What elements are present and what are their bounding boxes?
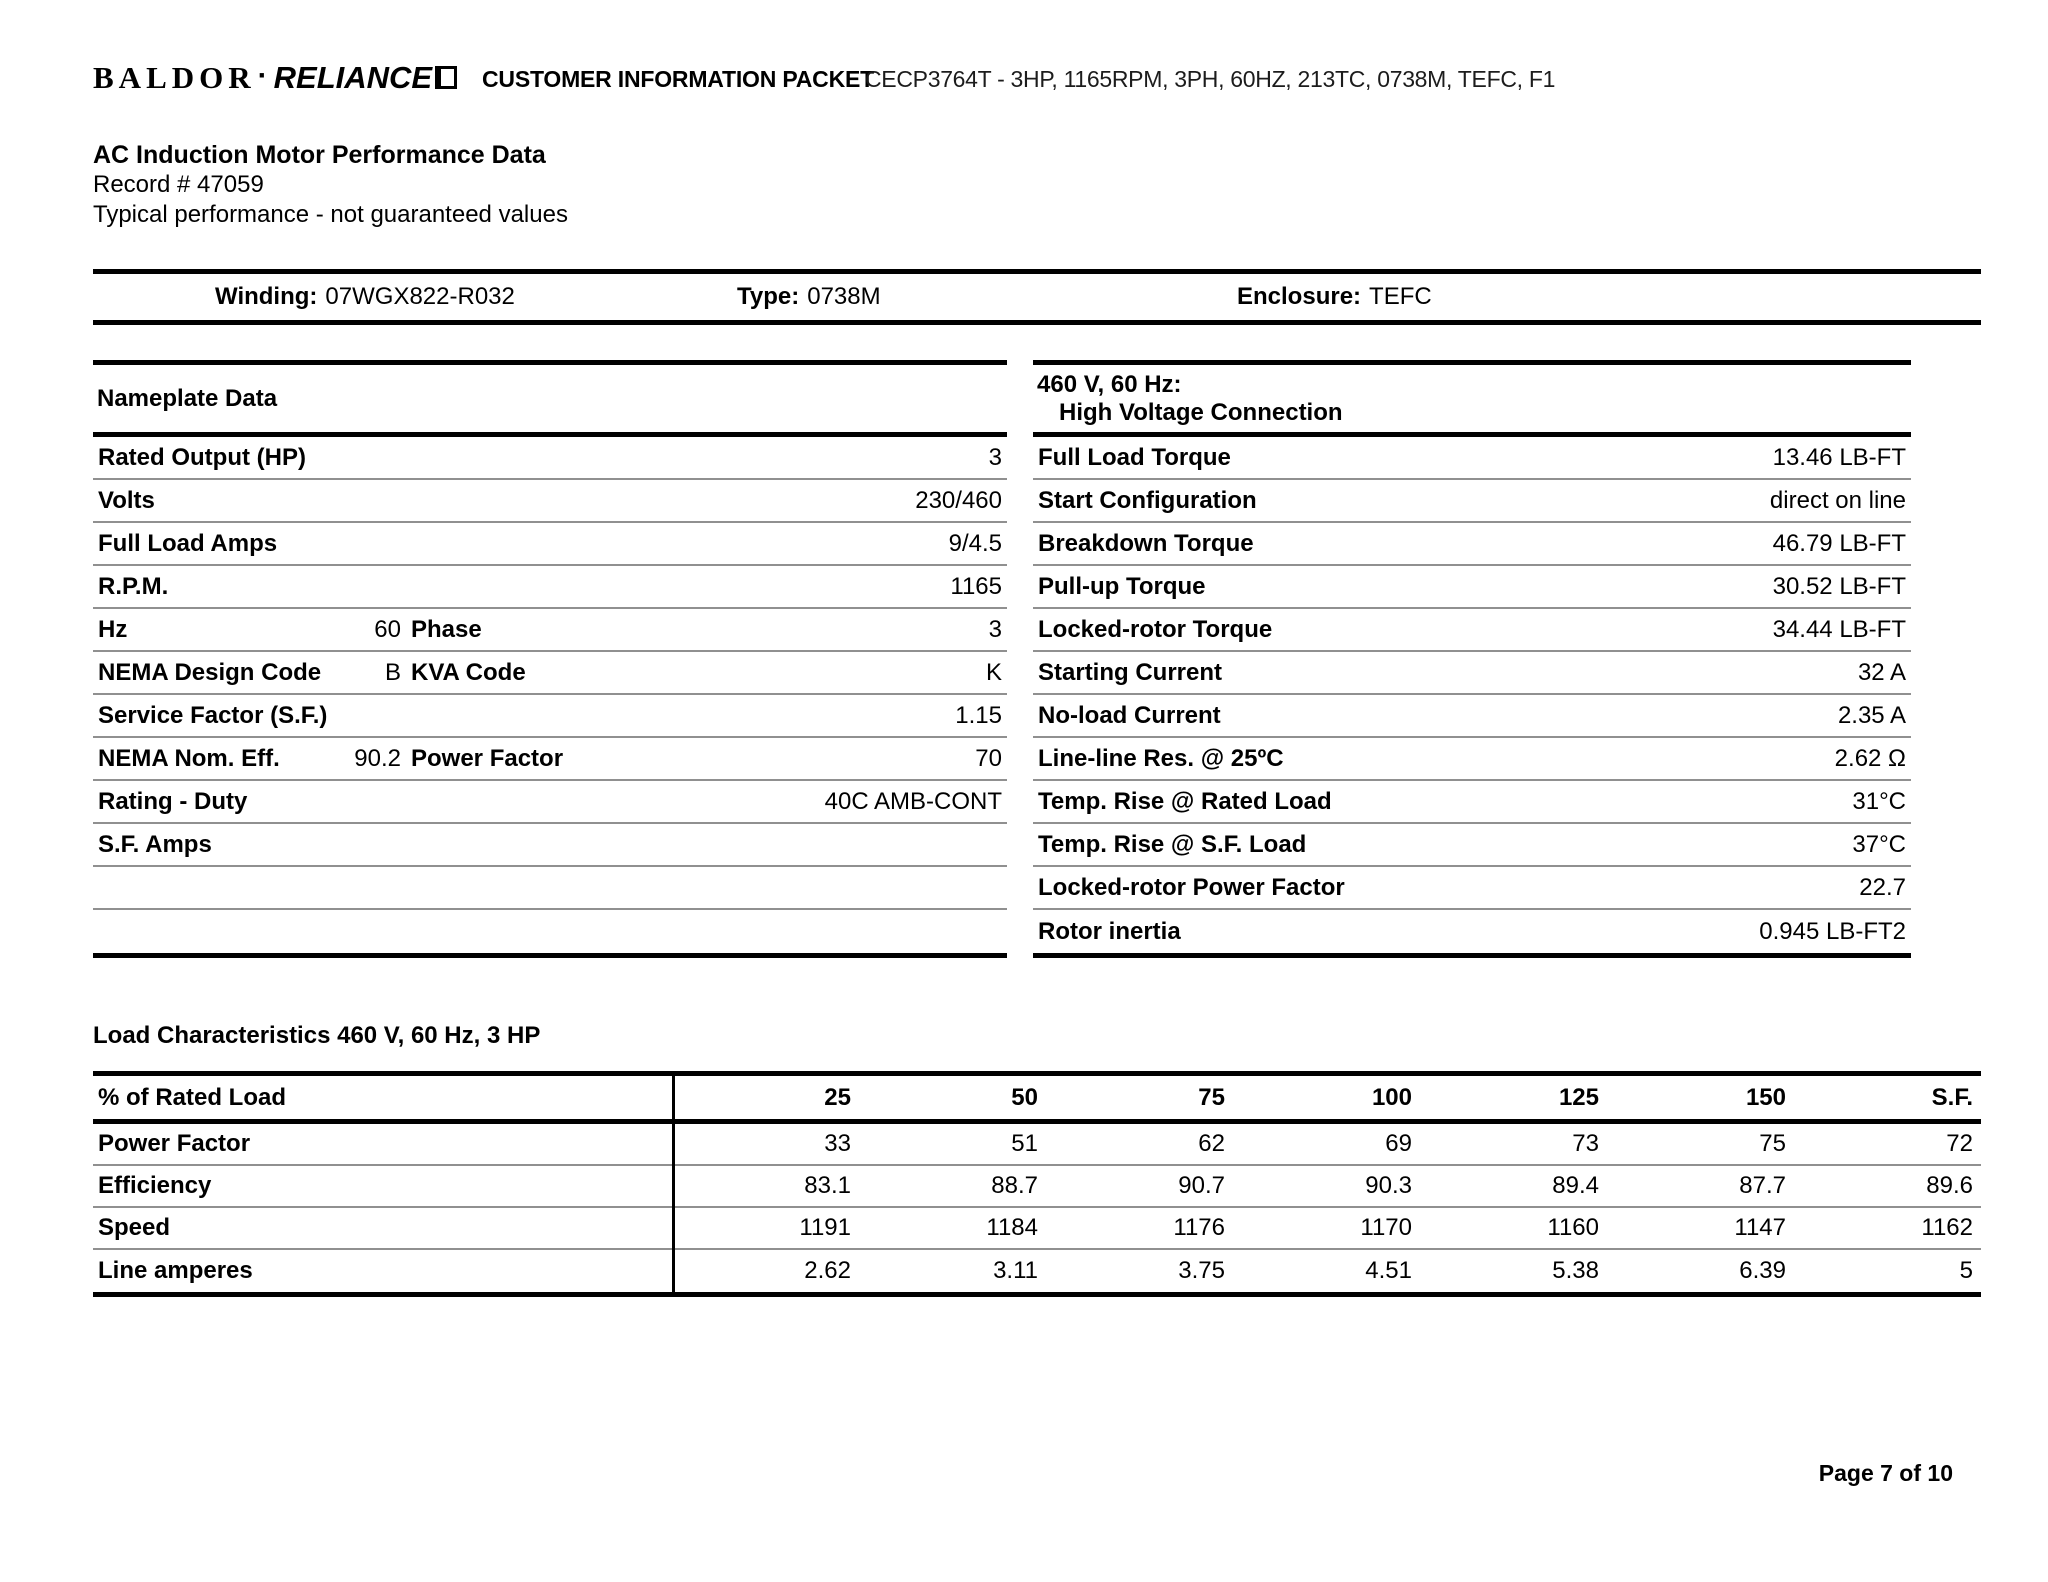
row-value: 9/4.5: [948, 529, 1002, 557]
table-row: [93, 609, 1007, 652]
row-label: Rotor inertia: [1038, 917, 1181, 945]
row-label: Temp. Rise @ S.F. Load: [1038, 830, 1307, 858]
load-header-cell: S.F.: [1931, 1083, 1973, 1111]
load-header-cell: 75: [1198, 1083, 1225, 1111]
load-row-label: Power Factor: [98, 1130, 251, 1157]
row-label: No-load Current: [1038, 701, 1221, 729]
table-row: [1033, 480, 1911, 523]
table-row: [93, 781, 1007, 824]
load-cell: 1184: [986, 1214, 1038, 1241]
load-cell: 5.38: [1552, 1257, 1599, 1284]
high-voltage-table: [1033, 360, 1911, 958]
logo-separator-dot: ·: [257, 59, 268, 92]
load-cell: 72: [1946, 1130, 1973, 1157]
row-value: 13.46 LB-FT: [1772, 443, 1906, 471]
row-mid-label: KVA Code: [411, 658, 526, 686]
enclosure-field: [1237, 274, 1432, 320]
row-value: 34.44 LB-FT: [1772, 615, 1906, 643]
table-row: [1033, 566, 1911, 609]
type-label: Type:: [737, 283, 800, 310]
packet-title: CUSTOMER INFORMATION PACKET: [482, 66, 874, 92]
load-cell: 33: [824, 1130, 851, 1157]
load-cell: 88.7: [991, 1172, 1038, 1199]
load-cell: 51: [1011, 1130, 1038, 1157]
table-row: [93, 566, 1007, 609]
load-cell: 69: [1385, 1130, 1412, 1157]
table-row: [1033, 738, 1911, 781]
table-row: [1033, 437, 1911, 480]
load-header-cell: % of Rated Load: [98, 1083, 287, 1111]
row-value: 2.62 Ω: [1834, 744, 1906, 772]
nameplate-heading: [93, 365, 1007, 437]
row-value: 3: [988, 443, 1002, 471]
row-label: Start Configuration: [1038, 486, 1257, 514]
row-label: Rated Output (HP): [98, 443, 306, 471]
winding-label: Winding:: [215, 283, 318, 310]
row-label: Rating - Duty: [98, 787, 248, 815]
table-row: [1033, 824, 1911, 867]
row-value: 32 A: [1857, 658, 1906, 686]
load-table-body: [93, 1124, 1981, 1292]
load-cell: 2.62: [804, 1257, 851, 1284]
baldor-wordmark: BALDOR: [93, 60, 256, 95]
row-value: 31°C: [1852, 787, 1906, 815]
row-label: Volts: [98, 486, 155, 514]
load-row-label: Efficiency: [98, 1172, 212, 1199]
row-label: Pull-up Torque: [1038, 572, 1206, 600]
table-row: [93, 652, 1007, 695]
row-label: Locked-rotor Power Factor: [1038, 873, 1345, 901]
load-header-cell: 100: [1371, 1083, 1412, 1111]
row-value: 1165: [950, 572, 1002, 600]
row-label: Temp. Rise @ Rated Load: [1038, 787, 1332, 815]
load-row: [93, 1250, 1981, 1292]
enclosure-label: Enclosure:: [1237, 283, 1362, 310]
load-header-cell: 125: [1558, 1083, 1599, 1111]
row-label: Hz: [98, 615, 128, 643]
type-field: [737, 274, 881, 320]
row-label: NEMA Nom. Eff.: [98, 744, 280, 772]
row-value: 30.52 LB-FT: [1772, 572, 1906, 600]
load-row: [93, 1208, 1981, 1250]
load-cell: 3.75: [1178, 1257, 1225, 1284]
row-mid-value: 60: [374, 615, 401, 643]
row-label: Line-line Res. @ 25ºC: [1038, 744, 1284, 772]
load-header-cell: 50: [1011, 1083, 1038, 1111]
load-cell: 5: [1959, 1257, 1973, 1284]
row-label: NEMA Design Code: [98, 658, 322, 686]
load-row: [93, 1166, 1981, 1208]
load-cell: 90.3: [1365, 1172, 1412, 1199]
row-value: 0.945 LB-FT2: [1759, 917, 1906, 945]
row-label: Starting Current: [1038, 658, 1223, 686]
load-cell: 89.4: [1552, 1172, 1599, 1199]
performance-note: Typical performance - not guaranteed values: [93, 201, 568, 228]
row-label: Service Factor (S.F.): [98, 701, 328, 729]
load-cell: 90.7: [1178, 1172, 1225, 1199]
load-cell: 62: [1198, 1130, 1225, 1157]
hv-heading-line1: 460 V, 60 Hz:: [1037, 370, 1182, 398]
load-row-label: Line amperes: [98, 1257, 253, 1284]
load-characteristics-table: [93, 1071, 1981, 1297]
row-value: direct on line: [1769, 486, 1906, 514]
load-cell: 1160: [1547, 1214, 1599, 1241]
table-row: [1033, 910, 1911, 953]
nameplate-table: [93, 360, 1007, 958]
load-cell: 83.1: [804, 1172, 851, 1199]
load-characteristics-title: Load Characteristics 460 V, 60 Hz, 3 HP: [93, 1022, 541, 1049]
table-row: [93, 480, 1007, 523]
table-row: [93, 523, 1007, 566]
row-mid-value: B: [384, 658, 401, 686]
load-cell: 3.11: [993, 1257, 1038, 1284]
row-label: R.P.M.: [98, 572, 169, 600]
table-row: [93, 738, 1007, 781]
reliance-wordmark: RELIANCE: [273, 60, 433, 95]
row-value: 40C AMB-CONT: [824, 787, 1002, 815]
row-value: 1.15: [955, 701, 1002, 729]
row-label: Full Load Amps: [98, 529, 278, 557]
table-row: [93, 867, 1007, 910]
table-row: [93, 910, 1007, 953]
table-row: [1033, 523, 1911, 566]
header-logo: [93, 58, 457, 98]
load-cell: 87.7: [1739, 1172, 1786, 1199]
row-mid-label: Power Factor: [411, 744, 564, 772]
nameplate-rows: [93, 437, 1007, 953]
row-value: 22.7: [1859, 873, 1906, 901]
load-cell: 4.51: [1365, 1257, 1412, 1284]
row-value: 70: [975, 744, 1002, 772]
table-row: [1033, 781, 1911, 824]
load-row-label: Speed: [98, 1214, 171, 1241]
title-block: [93, 140, 568, 230]
load-row: [93, 1124, 1981, 1166]
load-cell: 1170: [1360, 1214, 1412, 1241]
load-cell: 73: [1572, 1130, 1599, 1157]
row-label: Locked-rotor Torque: [1038, 615, 1273, 643]
table-row: [1033, 609, 1911, 652]
row-value: 37°C: [1852, 830, 1906, 858]
load-cell: 1191: [799, 1214, 851, 1241]
row-label: Full Load Torque: [1038, 443, 1231, 471]
row-value: K: [985, 658, 1002, 686]
winding-bar: [93, 269, 1981, 325]
registered-mark-icon: [435, 66, 457, 89]
load-cell: 1176: [1173, 1214, 1225, 1241]
table-row: [1033, 867, 1911, 910]
row-value: 2.35 A: [1837, 701, 1906, 729]
load-cell: 1147: [1734, 1214, 1786, 1241]
nameplate-heading-text: Nameplate Data: [97, 384, 278, 412]
record-number: Record # 47059: [93, 171, 264, 198]
winding-value: 07WGX822-R032: [325, 283, 515, 310]
table-row: [93, 437, 1007, 480]
page-number: Page 7 of 10: [1818, 1460, 1953, 1486]
load-cell: 6.39: [1739, 1257, 1786, 1284]
load-cell: 75: [1759, 1130, 1786, 1157]
load-header-cell: 150: [1745, 1083, 1786, 1111]
table-row: [1033, 652, 1911, 695]
table-row: [93, 695, 1007, 738]
load-header-cell: 25: [824, 1083, 851, 1111]
load-table-vertical-divider: [672, 1076, 675, 1292]
row-value: 230/460: [915, 486, 1002, 514]
table-row: [1033, 695, 1911, 738]
table-row: [93, 824, 1007, 867]
winding-field: [215, 274, 515, 320]
high-voltage-rows: [1033, 437, 1911, 953]
doc-title: AC Induction Motor Performance Data: [93, 141, 546, 169]
row-value: 3: [988, 615, 1002, 643]
row-mid-label: Phase: [411, 615, 482, 643]
row-mid-value: 90.2: [354, 744, 401, 772]
load-cell: 89.6: [1926, 1172, 1973, 1199]
load-cell: 1162: [1921, 1214, 1973, 1241]
high-voltage-heading: [1033, 365, 1911, 437]
row-label: Breakdown Torque: [1038, 529, 1254, 557]
enclosure-value: TEFC: [1369, 283, 1432, 310]
type-value: 0738M: [807, 283, 881, 310]
load-header-row: [93, 1076, 1981, 1124]
row-value: 46.79 LB-FT: [1772, 529, 1906, 557]
hv-heading-line2: High Voltage Connection: [1059, 398, 1343, 426]
model-spec: CECP3764T - 3HP, 1165RPM, 3PH, 60HZ, 213TC, 0738M, TEFC, F1: [865, 66, 1556, 92]
row-label: S.F. Amps: [98, 830, 212, 858]
